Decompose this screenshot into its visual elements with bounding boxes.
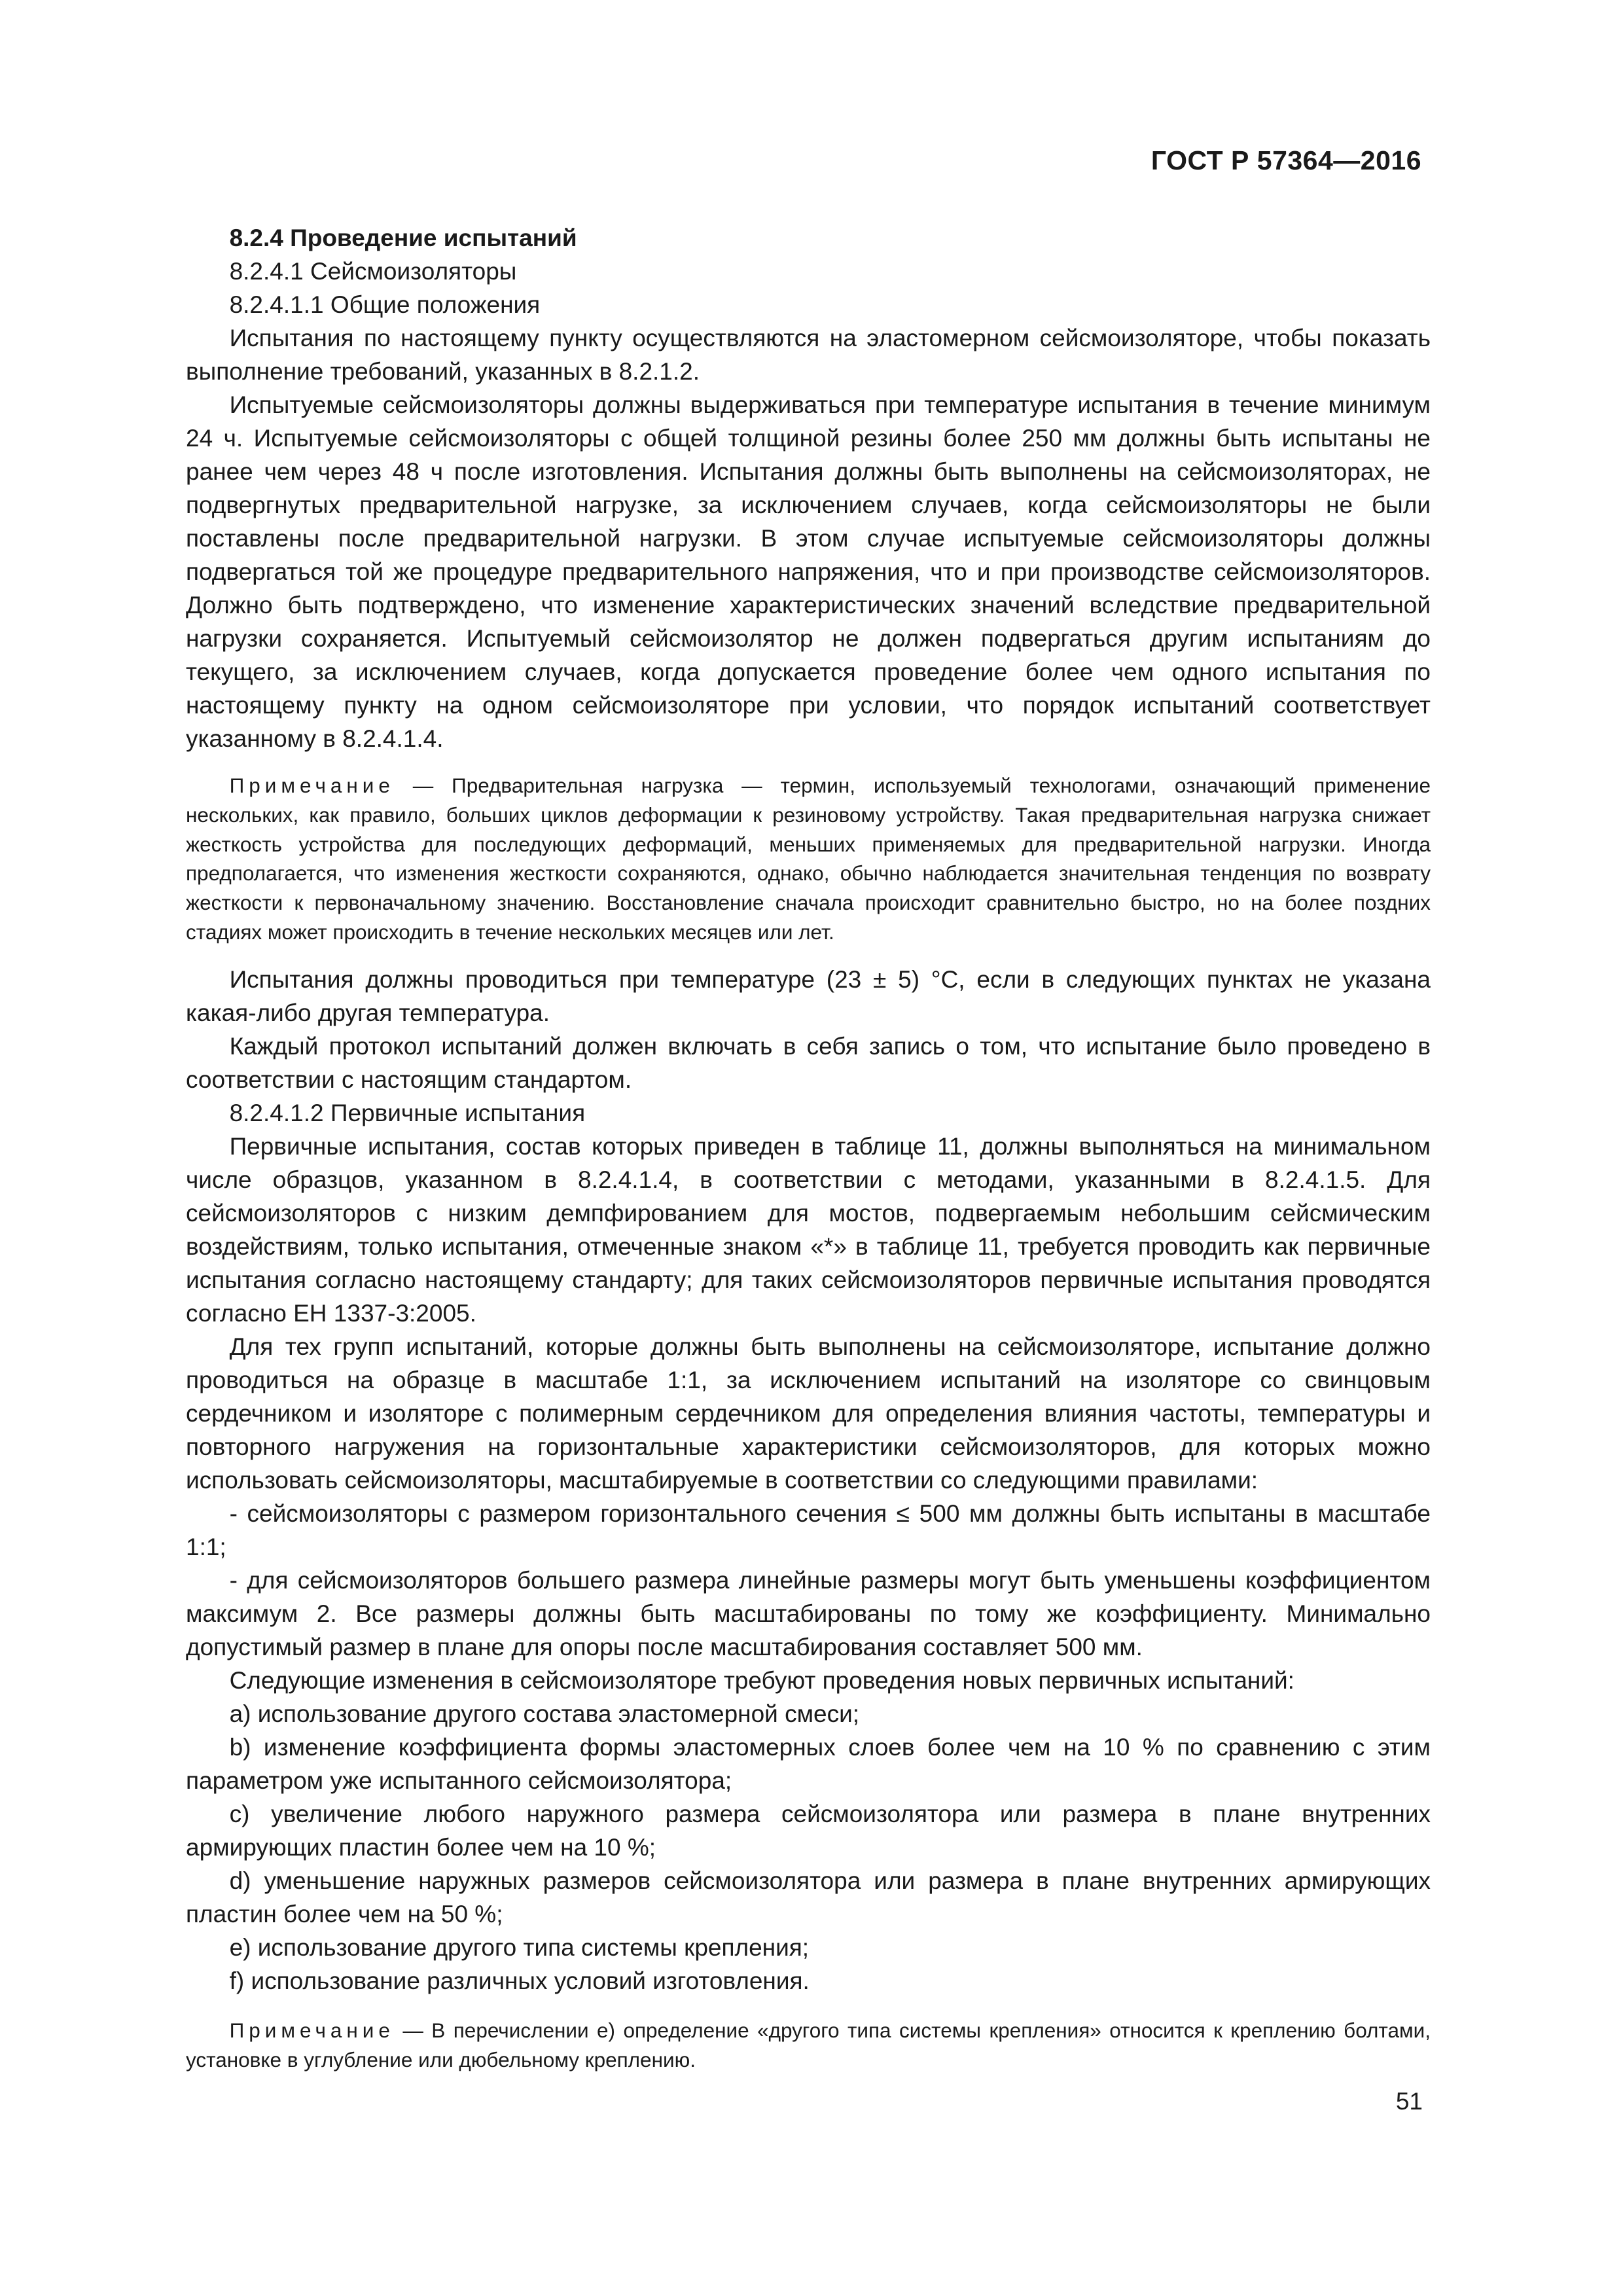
list-item: c) увеличение любого наружного размера сейсмоизолятора или размера в плане внутренних армирующих пластин более чем на 10 %; [186, 1800, 1431, 1861]
subsubsection-heading: 8.2.4.1.2 Первичные испытания [229, 1099, 586, 1126]
document-code: ГОСТ Р 57364—2016 [1150, 145, 1421, 175]
list-item: f) использование различных условий изготовления. [229, 1967, 810, 1994]
list-item: d) уменьшение наружных размеров сейсмоизолятора или размера в плане внутренних армирующих пластин более чем на 50 %; [186, 1867, 1431, 1928]
page-number: 51 [1395, 2088, 1423, 2115]
paragraph: Испытания должны проводиться при температуре (23 ± 5) °С, если в следующих пунктах не указана какая-либо другая температура. [186, 965, 1431, 1026]
list-item: a) использование другого состава эластомерной смеси; [229, 1700, 860, 1727]
paragraph: Следующие изменения в сейсмоизоляторе требуют проведения новых первичных испытаний: [229, 1666, 1294, 1694]
note-label: Примечание [229, 774, 395, 797]
list-item: b) изменение коэффициента формы эластомерных слоев более чем на 10 % по сравнению с этим параметром уже испытанного сейсмоизолятора; [186, 1733, 1431, 1794]
dash-item: - для сейсмоизоляторов большего размера линейные размеры могут быть уменьшены коэффициентом максимум 2. Все размеры должны быть масштабированы по тому же коэффициенту. Минимально допустимый размер в плане для опоры после масштабирования составляет 500 мм. [186, 1566, 1431, 1660]
paragraph: Первичные испытания, состав которых приведен в таблице 11, должны выполняться на минимальном числе образцов, указанном в 8.2.4.1.4, в соответствии с методами, указанными в 8.2.4.1.5. Для сейсмоизоляторов с низким демпфированием для мостов, подвергаемым небольшим сейсмическим воздействиям, только испытания, отмеченные знаком «*» в таблице 11, требуется проводить как первичные испытания согласно настоящему стандарту; для таких сейсмоизоляторов первичные испытания проводятся согласно ЕН 1337-3:2005. [186, 1132, 1431, 1327]
paragraph: Каждый протокол испытаний должен включать в себя запись о том, что испытание было проведено в соответствии с настоящим стандартом. [186, 1032, 1431, 1093]
page-body [186, 221, 1431, 2074]
paragraph: Для тех групп испытаний, которые должны быть выполнены на сейсмоизоляторе, испытание должно проводиться на образце в масштабе 1:1, за исключением испытаний на изоляторе со свинцовым сердечником и изоляторе с полимерным сердечником для определения влияния частоты, температуры и повторного нагружения на горизонтальные характеристики сейсмоизоляторов, для которых можно использовать сейсмоизоляторы, масштабируемые в соответствии со следующими правилами: [186, 1333, 1431, 1494]
section-heading: 8.2.4 Проведение испытаний [229, 224, 577, 251]
note-label: Примечание [229, 2018, 395, 2042]
paragraph: Испытуемые сейсмоизоляторы должны выдерживаться при температуре испытания в течение минимум 24 ч. Испытуемые сейсмоизоляторы с общей толщиной резины более 250 мм должны быть испытаны не ранее чем через 48 ч после изготовления. Испытания должны быть выполнены на сейсмоизоляторах, не подвергнутых предварительной нагрузке, за исключением случаев, когда сейсмоизоляторы не были поставлены после предварительной нагрузки. В этом случае испытуемые сейсмоизоляторы должны подвергаться той же процедуре предварительного напряжения, что и при производстве сейсмоизоляторов. Должно быть подтверждено, что изменение характеристических значений вследствие предварительной нагрузки сохраняется. Испытуемый сейсмоизолятор не должен подвергаться другим испытаниям до текущего, за исключением случаев, когда допускается проведение более чем одного испытания по настоящему пункту на одном сейсмоизоляторе при условии, что порядок испытаний соответствует указанному в 8.2.4.1.4. [186, 391, 1431, 752]
note-text: — Предварительная нагрузка — термин, используемый технологами, означающий применение нескольких, как правило, больших циклов деформации к резиновому устройству. Такая предварительная нагрузка снижает жесткость устройства для последующих деформаций, меньших применяемых для предварительной нагрузки. Иногда предполагается, что изменения жесткости сохраняются, однако, обычно наблюдается значительная тенденция по возврату жесткости к первоначальному значению. Восстановление сначала происходит сравнительно быстро, но на более поздних стадиях может происходить в течение нескольких месяцев или лет. [186, 774, 1431, 944]
note-text: — В перечислении е) определение «другого типа системы крепления» относится к креплению болтами, установке в углубление или дюбельному креплению. [186, 2018, 1431, 2072]
subsubsection-heading: 8.2.4.1.1 Общие положения [229, 291, 541, 318]
note-fastening [186, 2016, 1431, 2075]
paragraph: Испытания по настоящему пункту осуществляются на эластомерном сейсмоизоляторе, чтобы показать выполнение требований, указанных в 8.2.1.2. [186, 325, 1431, 385]
subsection-heading: 8.2.4.1 Сейсмоизоляторы [229, 258, 517, 285]
note-preload [186, 771, 1431, 947]
list-item: e) использование другого типа системы крепления; [229, 1933, 810, 1961]
dash-item: - сейсмоизоляторы с размером горизонтального сечения ≤ 500 мм должны быть испытаны в масштабе 1:1; [186, 1499, 1431, 1560]
